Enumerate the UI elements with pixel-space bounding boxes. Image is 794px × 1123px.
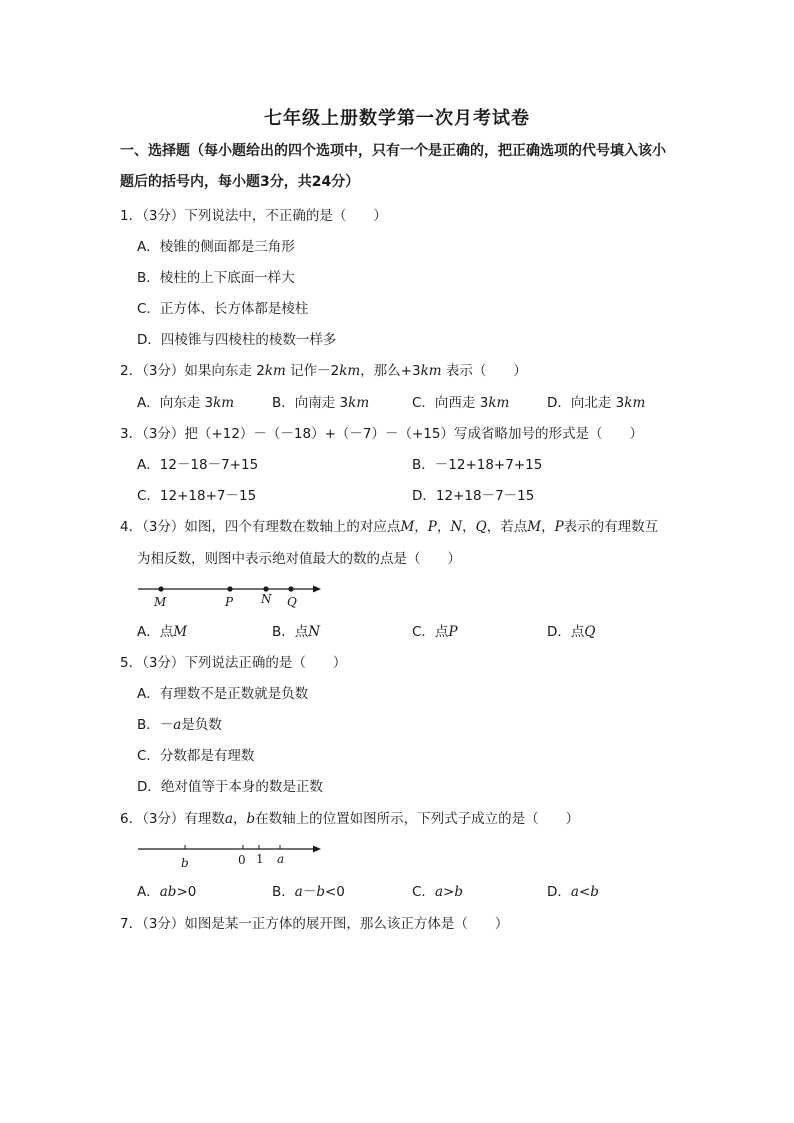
question-4-stem-line-2: 为相反数，则图中表示绝对值最大的数的点是（ ） bbox=[137, 551, 461, 567]
q2-stem-part: 记作－2 bbox=[285, 363, 340, 379]
point-p bbox=[227, 586, 232, 591]
question-4-option-a: A．点M bbox=[137, 624, 188, 640]
question-2-option-a: A．向东走 3km bbox=[137, 395, 235, 411]
section-heading bbox=[120, 136, 690, 198]
question-6-options bbox=[137, 882, 697, 902]
question-2-option-d: D．向北走 3km bbox=[547, 395, 646, 411]
section-heading-line-2: 题后的括号内，每小题3分，共24分） bbox=[120, 174, 360, 190]
question-6-option-d: D．a<b bbox=[547, 884, 599, 900]
q2-unit: km bbox=[264, 363, 286, 379]
question-5-stem: 5．（3分）下列说法正确的是（ ） bbox=[120, 655, 347, 671]
number-line-arrow bbox=[313, 846, 321, 853]
q2-stem-part: ，那么+3 bbox=[360, 363, 421, 379]
label-a: a bbox=[277, 852, 285, 866]
point-q bbox=[288, 586, 293, 591]
question-1-option-c: C．正方体、长方体都是棱柱 bbox=[137, 301, 309, 317]
number-line-arrow bbox=[313, 586, 321, 593]
point-m bbox=[158, 586, 163, 591]
point-n bbox=[263, 586, 268, 591]
question-4-stem-line-1: 4．（3分）如图，四个有理数在数轴上的对应点M，P，N，Q，若点M，P表示的有理数互 bbox=[120, 519, 659, 535]
question-5-option-b: B．－a是负数 bbox=[137, 717, 222, 733]
label-b: b bbox=[181, 856, 189, 870]
question-2-option-c: C．向西走 3km bbox=[412, 395, 510, 411]
label-m: M bbox=[154, 595, 167, 609]
question-2-option-b: B．向南走 3km bbox=[272, 395, 370, 411]
question-7-stem: 7．（3分）如图是某一正方体的展开图，那么该正方体是（ ） bbox=[120, 916, 509, 932]
question-4-option-c: C．点P bbox=[412, 624, 458, 640]
q2-unit: km bbox=[420, 363, 442, 379]
page-title: 七年级上册数学第一次月考试卷 bbox=[264, 108, 530, 129]
question-5-option-a: A．有理数不是正数就是负数 bbox=[137, 686, 309, 702]
label-zero: 0 bbox=[238, 853, 246, 867]
q2-unit: km bbox=[339, 363, 361, 379]
label-one: 1 bbox=[256, 852, 264, 866]
question-6-stem: 6．（3分）有理数a，b在数轴上的位置如图所示，下列式子成立的是（ ） bbox=[120, 811, 580, 827]
label-n: N bbox=[261, 592, 272, 606]
question-3-option-c: C．12+18+7－15 bbox=[137, 488, 257, 504]
question-4-options bbox=[137, 622, 697, 642]
question-3-stem: 3．（3分）把（+12）－（－18）+（－7）－（+15）写成省略加号的形式是（ ） bbox=[120, 426, 643, 442]
question-2-stem bbox=[120, 361, 527, 381]
q2-stem-part: 2．（3分）如果向东走 2 bbox=[120, 363, 265, 379]
question-1-option-d: D．四棱锥与四棱柱的棱数一样多 bbox=[137, 332, 337, 348]
question-6-number-line-figure bbox=[138, 840, 328, 872]
question-5-option-d: D．绝对值等于本身的数是正数 bbox=[137, 779, 323, 795]
question-2-options bbox=[137, 393, 697, 413]
question-4-number-line-figure bbox=[138, 580, 328, 612]
question-3-options-row-1 bbox=[137, 455, 697, 475]
question-3-options-row-2 bbox=[137, 486, 697, 506]
q2-stem-part: 表示（ ） bbox=[441, 363, 527, 379]
question-6-option-c: C．a>b bbox=[412, 884, 463, 900]
question-1-option-a: A．棱锥的侧面都是三角形 bbox=[137, 239, 295, 255]
question-3-option-d: D．12+18－7－15 bbox=[412, 488, 535, 504]
question-3-option-a: A．12－18－7+15 bbox=[137, 457, 259, 473]
question-1-option-b: B．棱柱的上下底面一样大 bbox=[137, 270, 295, 286]
question-1-stem: 1．（3分）下列说法中，不正确的是（ ） bbox=[120, 208, 387, 224]
section-heading-line-1: 一、选择题（每小题给出的四个选项中，只有一个是正确的，把正确选项的代号填入该小 bbox=[120, 143, 666, 159]
question-4-option-b: B．点N bbox=[272, 624, 321, 640]
question-4-option-d: D．点Q bbox=[547, 624, 596, 640]
question-6-option-a: A．ab>0 bbox=[137, 884, 197, 900]
question-3-option-b: B．－12+18+7+15 bbox=[412, 457, 543, 473]
question-6-option-b: B．a－b<0 bbox=[272, 884, 345, 900]
label-p: P bbox=[225, 595, 234, 609]
question-5-option-c: C．分数都是有理数 bbox=[137, 748, 255, 764]
label-q: Q bbox=[287, 595, 297, 609]
